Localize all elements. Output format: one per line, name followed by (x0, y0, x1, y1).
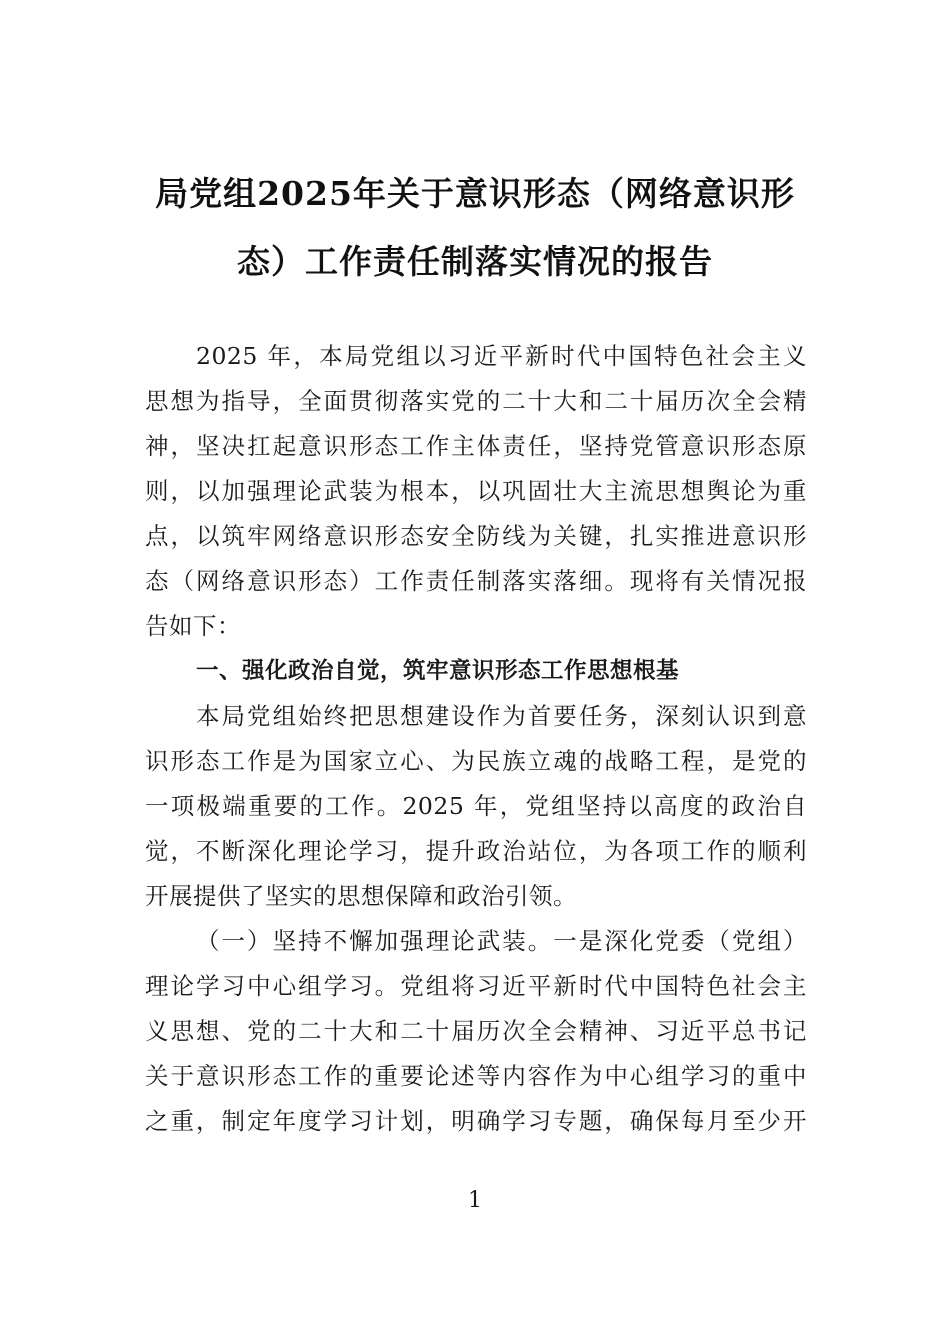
paragraph-line: 一项极端重要的工作。2025 年，党组坚持以高度的政治自 (145, 792, 807, 820)
paragraph-line: 态（网络意识形态）工作责任制落实落细。现将有关情况报 (145, 567, 807, 595)
paragraph-line: 之重，制定年度学习计划，明确学习专题，确保每月至少开 (145, 1107, 807, 1135)
paragraph-line: 告如下： (145, 612, 241, 640)
page-number: 1 (468, 1188, 482, 1213)
paragraph-line: 理论学习中心组学习。党组将习近平新时代中国特色社会主 (145, 972, 807, 1000)
paragraph-line: 2025 年，本局党组以习近平新时代中国特色社会主义 (196, 342, 807, 370)
paragraph-line: 识形态工作是为国家立心、为民族立魂的战略工程，是党的 (145, 747, 807, 775)
paragraph-line: 则，以加强理论武装为根本，以巩固壮大主流思想舆论为重 (145, 477, 807, 505)
paragraph-line: 关于意识形态工作的重要论述等内容作为中心组学习的重中 (145, 1062, 807, 1090)
paragraph-line: 义思想、党的二十大和二十届历次全会精神、习近平总书记 (145, 1017, 807, 1045)
paragraph-line: 点，以筑牢网络意识形态安全防线为关键，扎实推进意识形 (145, 522, 807, 550)
paragraph-line: 思想为指导，全面贯彻落实党的二十大和二十届历次全会精 (145, 387, 807, 415)
section-heading: 一、强化政治自觉，筑牢意识形态工作思想根基 (196, 658, 680, 684)
paragraph-line: 开展提供了坚实的思想保障和政治引领。 (145, 882, 577, 910)
report-title-line-2: 态）工作责任制落实情况的报告 (237, 242, 713, 281)
paragraph-line: 神，坚决扛起意识形态工作主体责任，坚持党管意识形态原 (145, 432, 807, 460)
paragraph-line: 觉，不断深化理论学习，提升政治站位，为各项工作的顺利 (145, 837, 807, 865)
report-title-line-1: 局党组2025年关于意识形态（网络意识形 (155, 174, 795, 213)
paragraph-line: 本局党组始终把思想建设作为首要任务，深刻认识到意 (196, 702, 807, 730)
subsection-line: （一）坚持不懈加强理论武装。一是深化党委（党组） (196, 927, 807, 955)
